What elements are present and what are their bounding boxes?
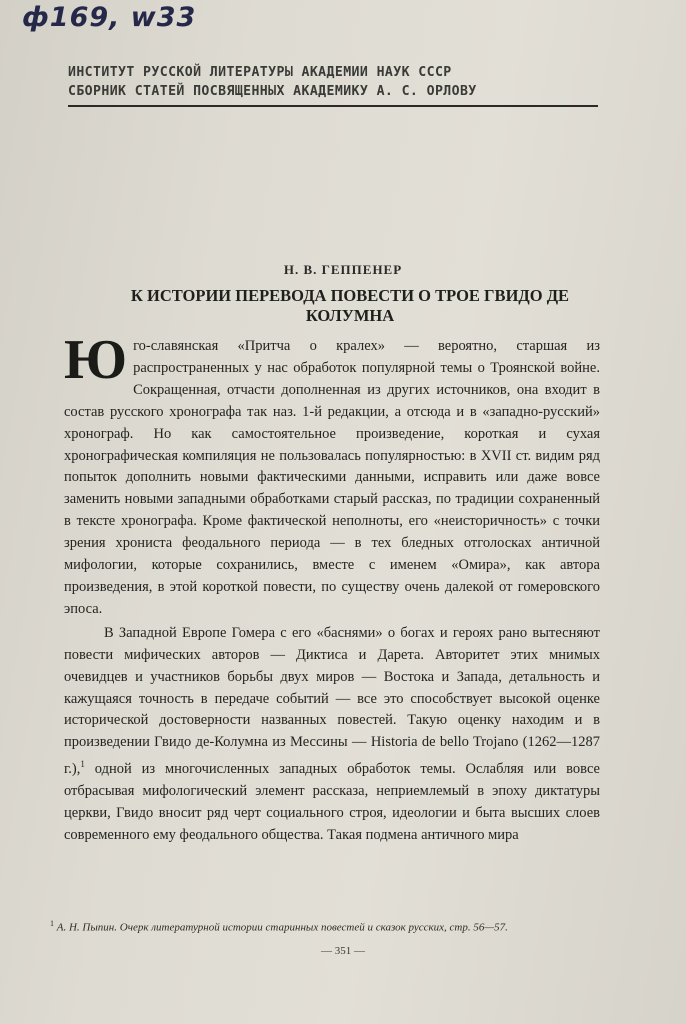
footnote: [50, 916, 600, 936]
paragraph-2-text-b: одной из многочисленных западных обработок темы. Ослабляя или вовсе отбрасывая мифологический элемент рассказа, неприемлемый в эпоху диктатуры церкви, Гвидо вносит ряд черт социального строя, идеологии и быта высших слоев современного ему феодального общества. Такая подмена античного мира: [64, 761, 600, 843]
handwritten-archive-note: ф169, w33: [22, 2, 197, 33]
drop-cap: Ю: [64, 329, 128, 391]
paragraph-1: [64, 329, 600, 621]
paragraph-1-text: го-славянская «Притча о кралех» — вероятно, старшая из распространенных у нас обработок популярной темы о Троянской войне. Сокращенная, отчасти дополненная из других источников, она входит в состав русского хронографа так наз. 1-й редакции, а отсюда и в «западно-русский» хронограф. Но как самостоятельное произведение, короткая и сухая хронографическая компиляция не пользовалась популярностью: в XVII ст. видим ряд попыток дополнить новыми фактическими данными, исправить или даже вовсе заменить новыми западными обработками старый рассказ, по традиции сохраненный в тексте хронографа. Кроме фактической неполноты, его «неисторичность» с точки зрения хрониста феодального периода — в тех бледных отголосках античной мифологии, которые сохранились, вместе с именем «Омира», как автора произведения, в этой короткой повести, по существу очень далекой от гомеровского эпоса.: [64, 338, 600, 617]
article-body: [64, 329, 600, 847]
paragraph-2: [64, 623, 600, 847]
footnote-marker: 1: [50, 919, 54, 928]
footnote-reference[interactable]: 1: [80, 759, 85, 770]
header-rule: [68, 105, 598, 107]
running-header: [68, 63, 598, 107]
footnote-text: А. Н. Пыпин. Очерк литературной истории старинных повестей и сказок русских, стр. 56—57.: [56, 921, 508, 934]
paragraph-2-text-a: В Западной Европе Гомера с его «баснями» о богах и героях рано вытесняют повести мифических авторов — Диктиса и Дарета. Авторитет этих мнимых очевидцев и участников борьбы двух миров — Востока и Запада, детальность и кажущаяся точность в передаче событий — все это способствует высокой оценке исторической достоверности названных повестей. Такую оценку находим и в произведении Гвидо де-Колумна из Мессины — Historia de bello Trojano (1262—1287 г.),: [64, 624, 600, 778]
page-number: — 351 —: [321, 945, 365, 957]
article-author: Н. В. ГЕППЕНЕР: [283, 262, 403, 277]
article-title: К ИСТОРИИ ПЕРЕВОДА ПОВЕСТИ О ТРОЕ ГВИДО ДЕ КОЛУМНА: [130, 286, 570, 325]
header-collection-line: СБОРНИК СТАТЕЙ ПОСВЯЩЕННЫХ АКАДЕМИКУ А. С. ОРЛОВУ: [68, 84, 477, 99]
header-institute-line: ИНСТИТУТ РУССКОЙ ЛИТЕРАТУРЫ АКАДЕМИИ НАУК СССР: [68, 65, 452, 80]
